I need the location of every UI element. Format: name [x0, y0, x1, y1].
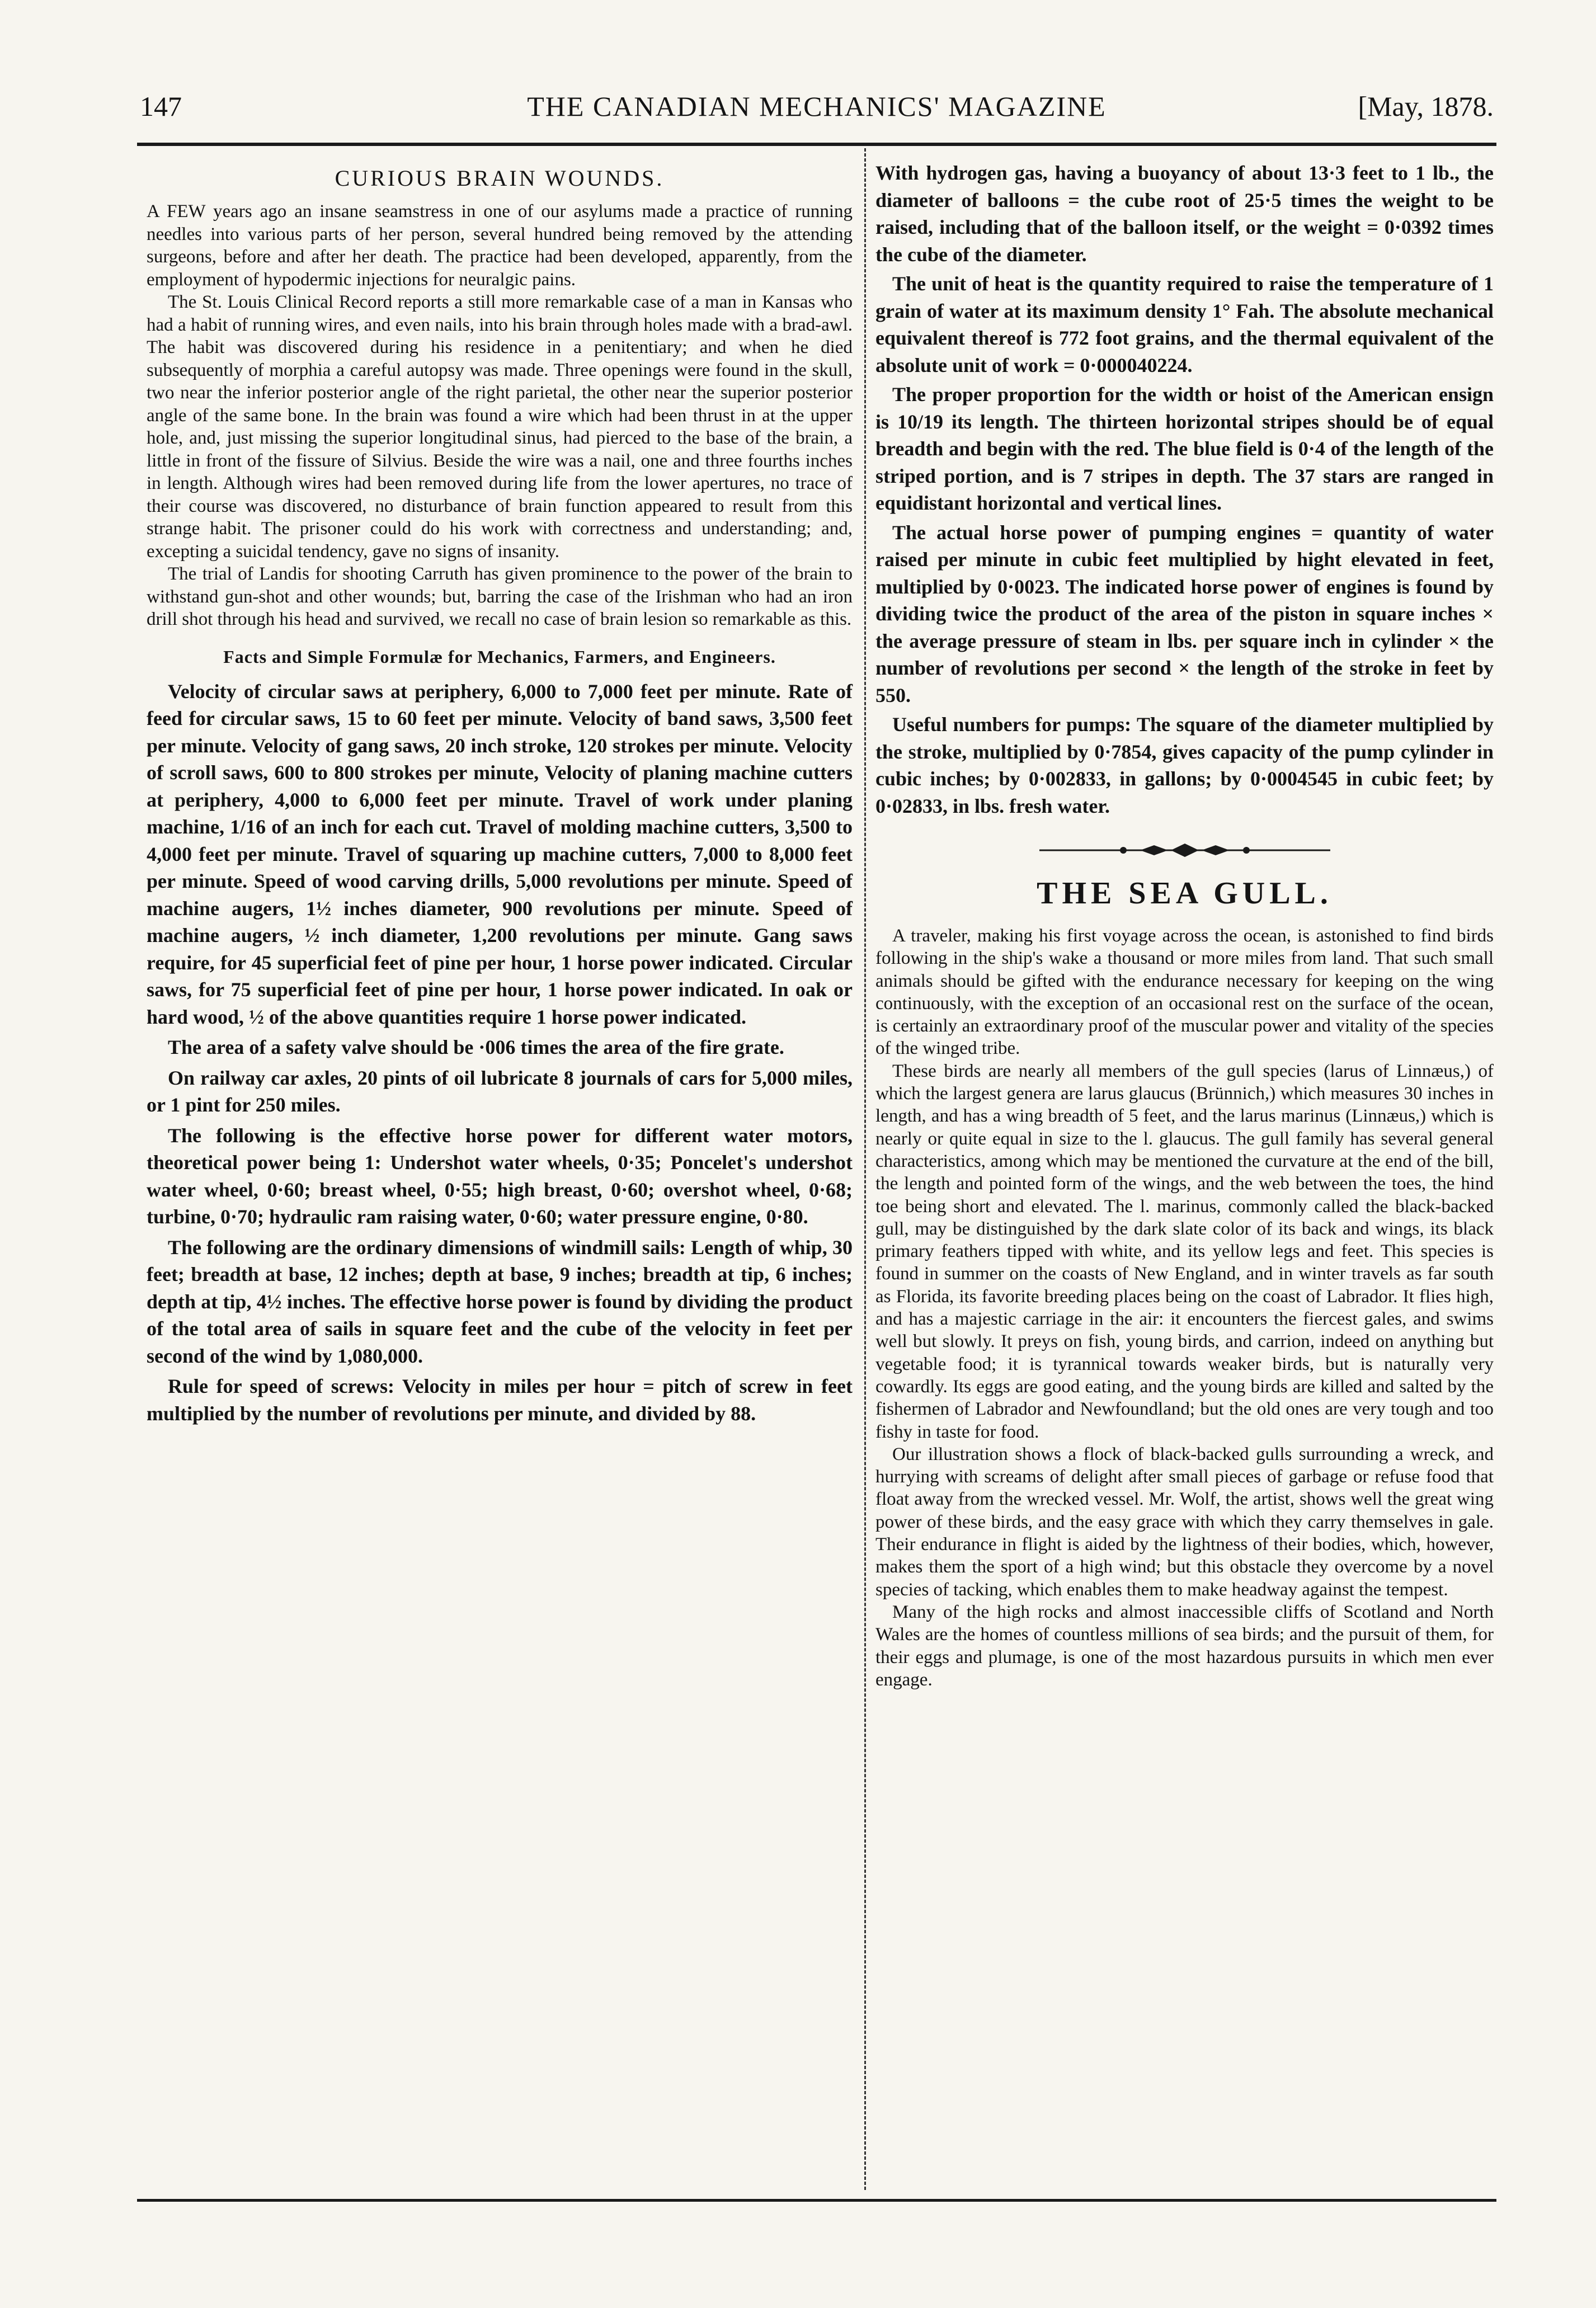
right-column [875, 159, 1494, 2184]
article-paragraph: The actual horse power of pumping engines = quantity of water raised per minute in cubic feet multiplied by hight elevated in feet, multiplied by 0·0023. The indicated horse power of engines is found by dividing twice the product of the area of the piston in square inches × the average pressure of steam in lbs. per square inch in cylinder × the number of revolutions per second × the length of the stroke in feet by 550. [875, 521, 1494, 706]
article-title: THE SEA GULL. [1037, 876, 1333, 911]
article-paragraph: With hydrogen gas, having a buoyancy of about 13·3 feet to 1 lb., the diameter of balloons = the cube root of 25·5 times the weight to be raised, including that of the balloon itself, or the weight = 0·0392 times the cube of the diameter. [875, 162, 1494, 266]
article-paragraph: Velocity of circular saws at periphery, 6,000 to 7,000 feet per minute. Rate of feed for circular saws, 15 to 60 feet per minute. Velocity of band saws, 3,500 feet per minute. Velocity of gang saws, 20 inch stroke, 120 strokes per minute. Velocity of scroll saws, 600 to 800 strokes per minute, Velocity of planing machine cutters at periphery, 4,000 to 6,000 feet per minute. Travel of work under planing machine, 1/16 of an inch for each cut. Travel of molding machine cutters, 3,500 to 4,000 feet per minute. Travel of squaring up machine cutters, 7,000 to 8,000 feet per minute. Speed of wood carving drills, 5,000 revolutions per minute. Speed of machine augers, 1½ inches diameter, 900 revolutions per minute. Speed of machine augers, ½ inch diameter, 1,200 revolutions per minute. Gang saws require, for 45 superficial feet of pine per hour, 1 horse power indicated. Circular saws, for 75 superficial feet of pine per hour, 1 horse power indicated. In oak or hard wood, ½ of the above quantities require 1 horse power indicated. [147, 680, 853, 1028]
article-sea-gull [875, 875, 1494, 1691]
article-facts-continued [875, 159, 1494, 819]
article-paragraph: Rule for speed of screws: Velocity in miles per hour = pitch of screw in feet multiplied by the number of revolutions per minute, and divided by 88. [147, 1375, 853, 1425]
article-paragraph: These birds are nearly all members of the gull species (larus of Linnæus,) of which the largest genera are larus glaucus (Brünnich,) which measures 30 inches in length, and has a wing breadth of 5 feet, and the larus marinus (Linnæus,) which is nearly or quite equal in size to the l. glaucus. The gull family has several general characteristics, among which may be mentioned the curvature at the end of the bill, the length and pointed form of the wings, and the web between the toes, the hind toe being short and elevated. The l. marinus, commonly called the black-backed gull, may be distinguished by the dark slate color of its back and wings, its black primary feathers tipped with white, and its yellow legs and feet. This species is found in summer on the coasts of New England, and in winter travels as far south as Florida, its favorite breeding places being on the coast of Labrador. It flies high, and has a majestic carriage in the air: it encounters the fiercest gales, and swims well but slowly. It preys on fish, young birds, and carrion, indeed on anything but vegetable food; it is tyrannical towards weaker birds, but is naturally very cowardly. Its eggs are good eating, and the young birds are killed and salted by the fishermen of Labrador and Newfoundland; but the old ones are very tough and too fishy in taste for food. [875, 1061, 1494, 1442]
magazine-title: THE CANADIAN MECHANICS' MAGAZINE [527, 91, 1107, 122]
ornament-divider [1039, 842, 1330, 859]
article-paragraph: Our illustration shows a flock of black-backed gulls surrounding a wreck, and hurrying with screams of delight after small pieces of garbage or refuse food that float away from the wrecked vessel. Mr. Wolf, the artist, shows well the great wing power of these birds, and the easy grace with which they carry themselves in gale. Their endurance in flight is aided by the lightness of their bodies, which, however, makes them the sport of a high wind; but this obstacle they overcome by a novel species of tacking, which enables them to make headway against the tempest. [875, 1444, 1494, 1600]
page-number: 147 [140, 91, 182, 122]
article-title: CURIOUS BRAIN WOUNDS. [335, 166, 665, 191]
article-paragraph: The unit of heat is the quantity required to raise the temperature of 1 grain of water at its maximum density 1° Fah. The absolute mechanical equivalent thereof is 772 foot grains, and the thermal equivalent of the absolute unit of work = 0·000040224. [875, 272, 1494, 376]
article-paragraph: The following is the effective horse power for different water motors, theoretical power being 1: Undershot water wheels, 0·35; Poncelet's undershot water wheel, 0·60; breast wheel, 0·55; high breast, 0·60; overshot wheel, 0·68; turbine, 0·70; hydraulic ram raising water, 0·60; water pressure engine, 0·80. [147, 1124, 853, 1228]
article-paragraph: The St. Louis Clinical Record reports a still more remarkable case of a man in Kansas who had a habit of running wires, and even nails, into his brain through holes made with a brad-awl. The habit was discovered during his residence in a penitentiary; and when he died subsequently of morphia a careful autopsy was made. Three openings were found in the skull, two near the inferior posterior angle of the right parietal, the other near the superior posterior angle of the same bone. In the brain was found a wire which had been thrust in at the upper hole, and, just missing the superior longitudinal sinus, had pierced to the base of the brain, a little in front of the fissure of Silvius. Beside the wire was a nail, one and three fourths inches in length. Although wires had been removed during life from the lower apertures, no trace of their course was discovered, no disturbance of brain function appeared to result from this strange habit. The prisoner could do his work with correctness and understanding; and, excepting a suicidal tendency, gave no signs of insanity. [147, 292, 853, 562]
column-divider [864, 148, 866, 2190]
article-paragraph: Many of the high rocks and almost inaccessible cliffs of Scotland and North Wales are the homes of countless millions of sea birds; and the pursuit of them, for their eggs and plumage, is one of the most hazardous pursuits in which men ever engage. [875, 1602, 1494, 1690]
article-paragraph: On railway car axles, 20 pints of oil lubricate 8 journals of cars for 5,000 miles, or 1 pint for 250 miles. [147, 1066, 853, 1116]
article-paragraph: A FEW years ago an insane seamstress in one of our asylums made a practice of running needles into various parts of her person, several hundred being removed by the attending surgeons, before and after her death. The practice had been developed, apparently, from the employment of hypodermic injections for neuralgic pains. [147, 201, 853, 290]
article-title: Facts and Simple Formulæ for Mechanics, Farmers, and Engineers. [223, 646, 776, 667]
article-paragraph: The area of a safety valve should be ·006 times the area of the fire grate. [168, 1036, 784, 1058]
issue-date: [May, 1878. [1358, 91, 1494, 122]
article-paragraph: A traveler, making his first voyage across the ocean, is astonished to find birds following in the ship's wake a thousand or more miles from land. That such small animals should be gifted with the endurance necessary for keeping on the wing continuously, with the exception of an occasional rest on the surface of the ocean, is certainly an extraordinary proof of the muscular power and vitality of the species of the winged tribe. [875, 926, 1494, 1059]
article-paragraph: The trial of Landis for shooting Carruth has given prominence to the power of the brain to withstand gun-shot and other wounds; but, barring the case of the Irishman who had an iron drill shot through his head and survived, we recall no case of brain lesion so remarkable as this. [147, 564, 853, 629]
article-facts-formulae [147, 646, 853, 1428]
article-paragraph: Useful numbers for pumps: The square of the diameter multiplied by the stroke, multiplied by 0·7854, gives capacity of the pump cylinder in cubic inches; by 0·002833, in gallons; by 0·0004545 in cubic feet; by 0·02833, in lbs. fresh water. [875, 713, 1494, 817]
article-paragraph: The following are the ordinary dimensions of windmill sails: Length of whip, 30 feet; breadth at base, 12 inches; depth at base, 9 inches; breadth at tip, 6 inches; depth at tip, 4½ inches. The effective horse power is found by dividing the product of the total area of sails in square feet and the cube of the velocity in feet per second of the wind by 1,080,000. [147, 1236, 853, 1367]
article-paragraph: The proper proportion for the width or hoist of the American ensign is 10/19 its length. The thirteen horizontal stripes should be of equal breadth and begin with the red. The blue field is 0·4 of the length of the striped portion, and is 7 stripes in depth. The 37 stars are ranged in equidistant horizontal and vertical lines. [875, 383, 1494, 514]
page-header [140, 84, 1494, 129]
article-curious-brain-wounds [147, 165, 853, 631]
left-column [147, 159, 853, 2184]
